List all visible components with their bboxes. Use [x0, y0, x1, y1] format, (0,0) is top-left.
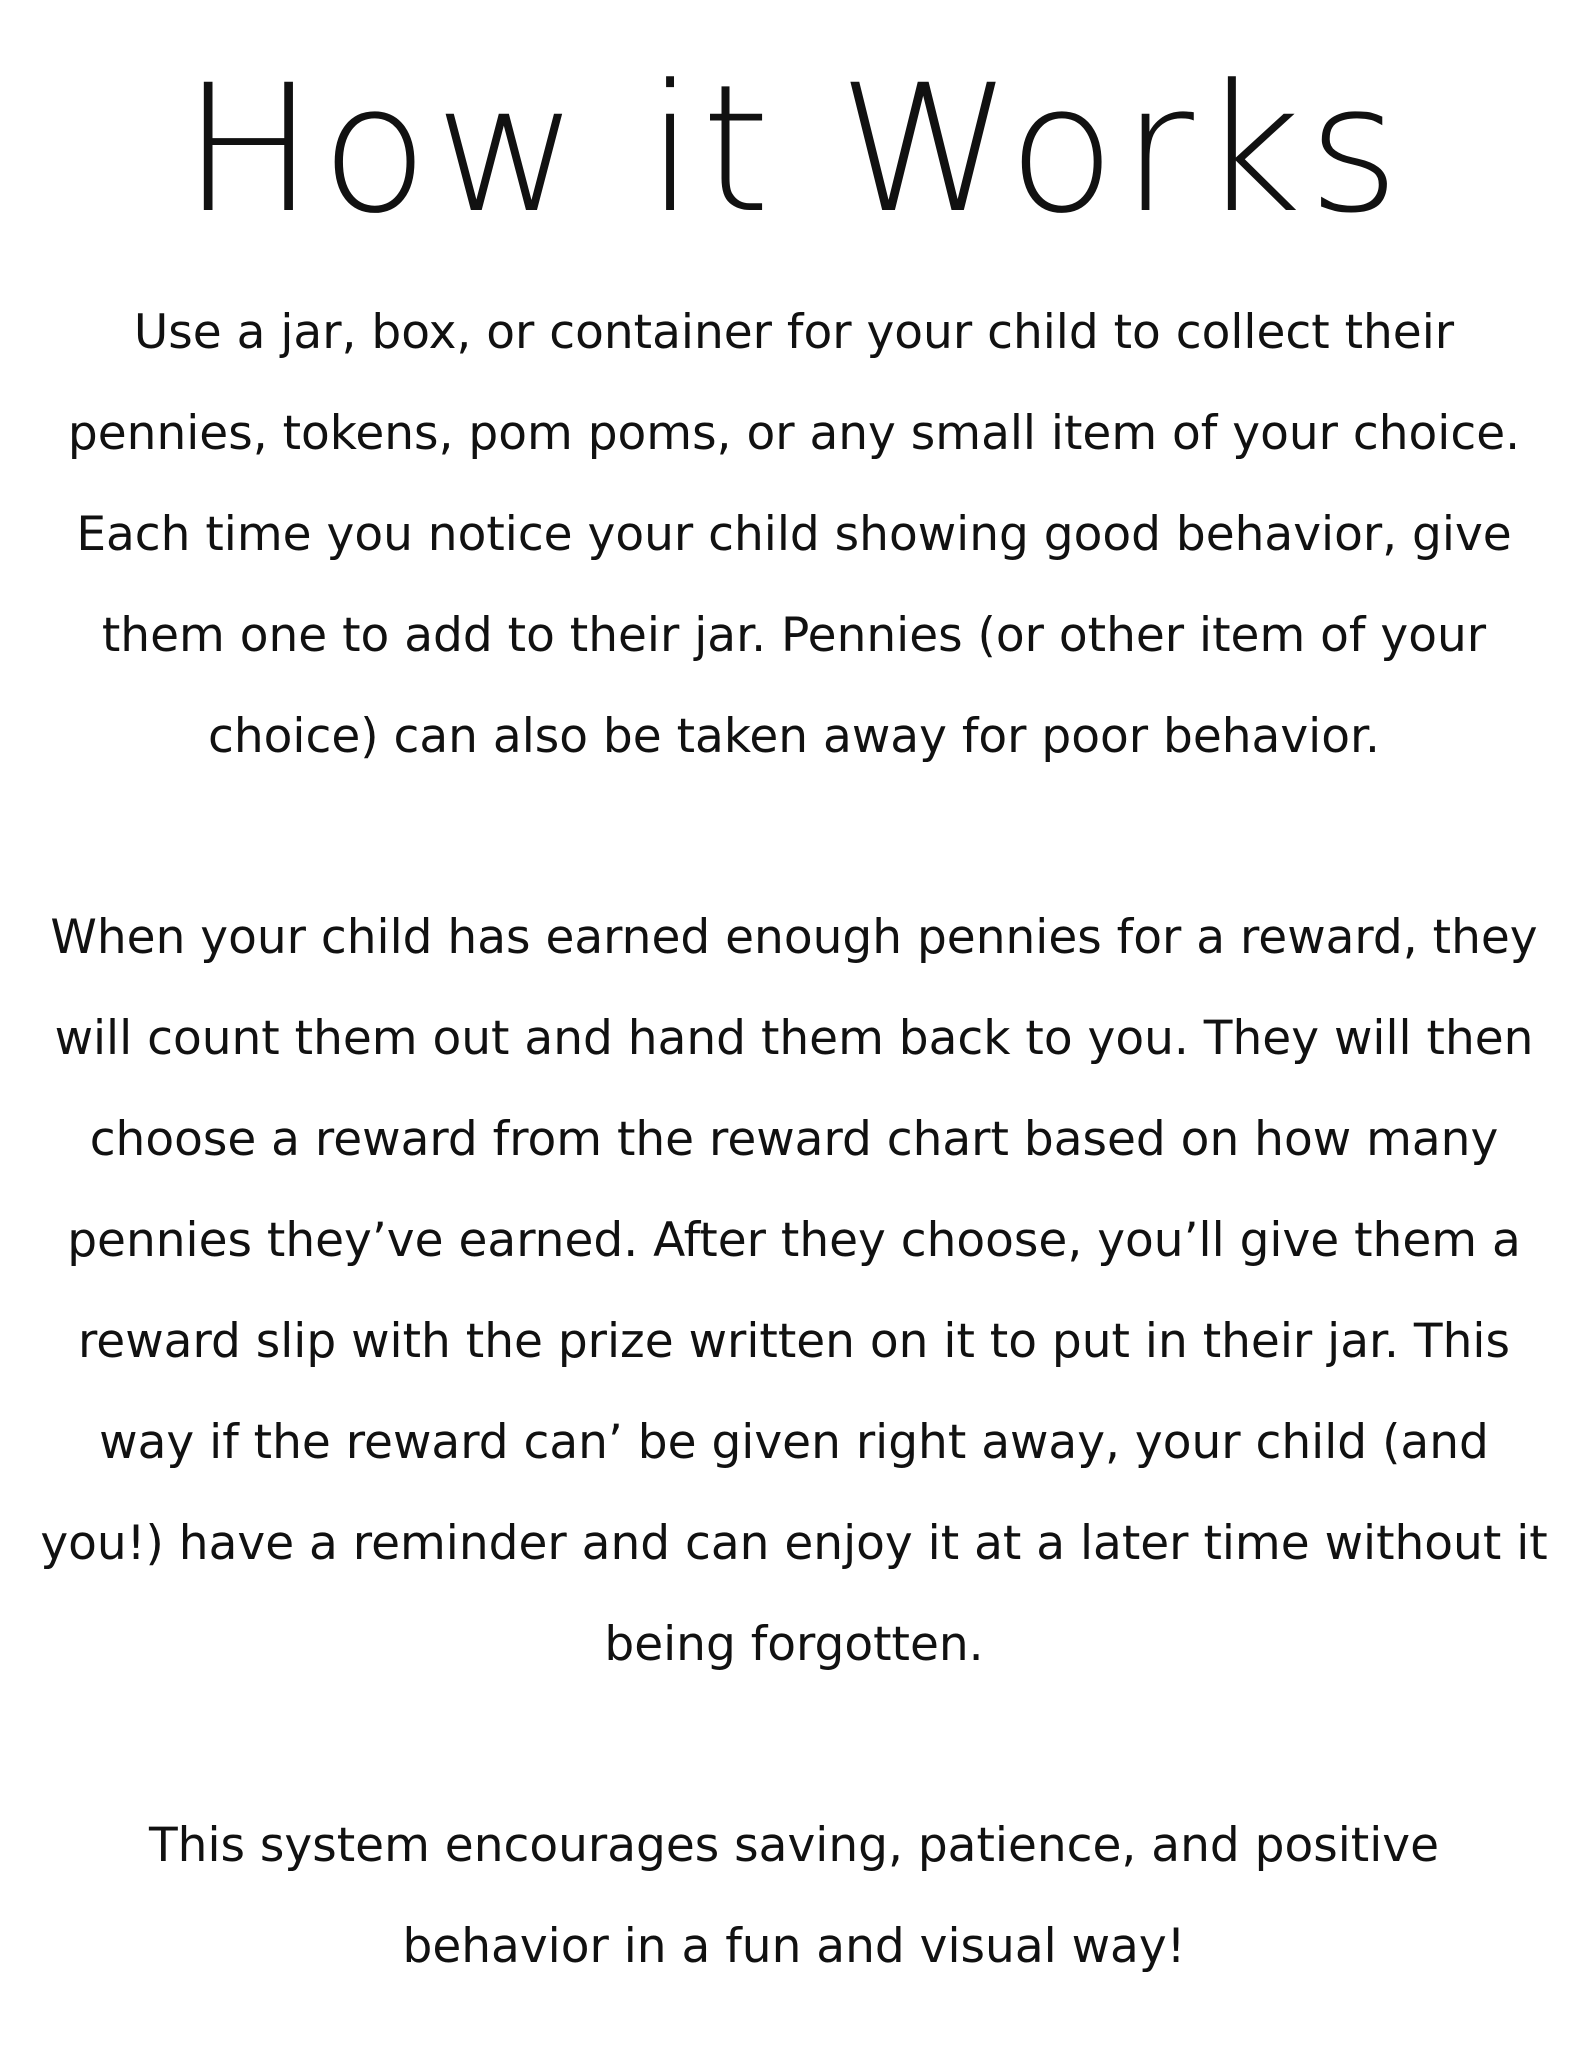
instructions-paragraph-collecting: Use a jar, box, or container for your child to collect their pennies, tokens, pom poms, or any small item of your choice. Each time you notice your child showing good behavior, give them one to add to their jar. Pennies (or other item of your choice) can also be taken away for poor behavior.	[67, 305, 1521, 764]
page-title: How it Works	[182, 47, 1406, 252]
instructions-paragraph-benefits: This system encourages saving, patience, and positive behavior in a fun and visual way!	[148, 1818, 1440, 1974]
instructions-paragraph-rewards: When your child has earned enough pennies for a reward, they will count them out and hand them back to you. They will then choose a reward from the reward chart based on how many pennies they’ve earned. After they choose, you’ll give them a reward slip with the prize written on it to put in their jar. This way if the reward can’ be given right away, your child (and you!) have a reminder and can enjoy it at a later time without it being forgotten.	[40, 910, 1548, 1672]
